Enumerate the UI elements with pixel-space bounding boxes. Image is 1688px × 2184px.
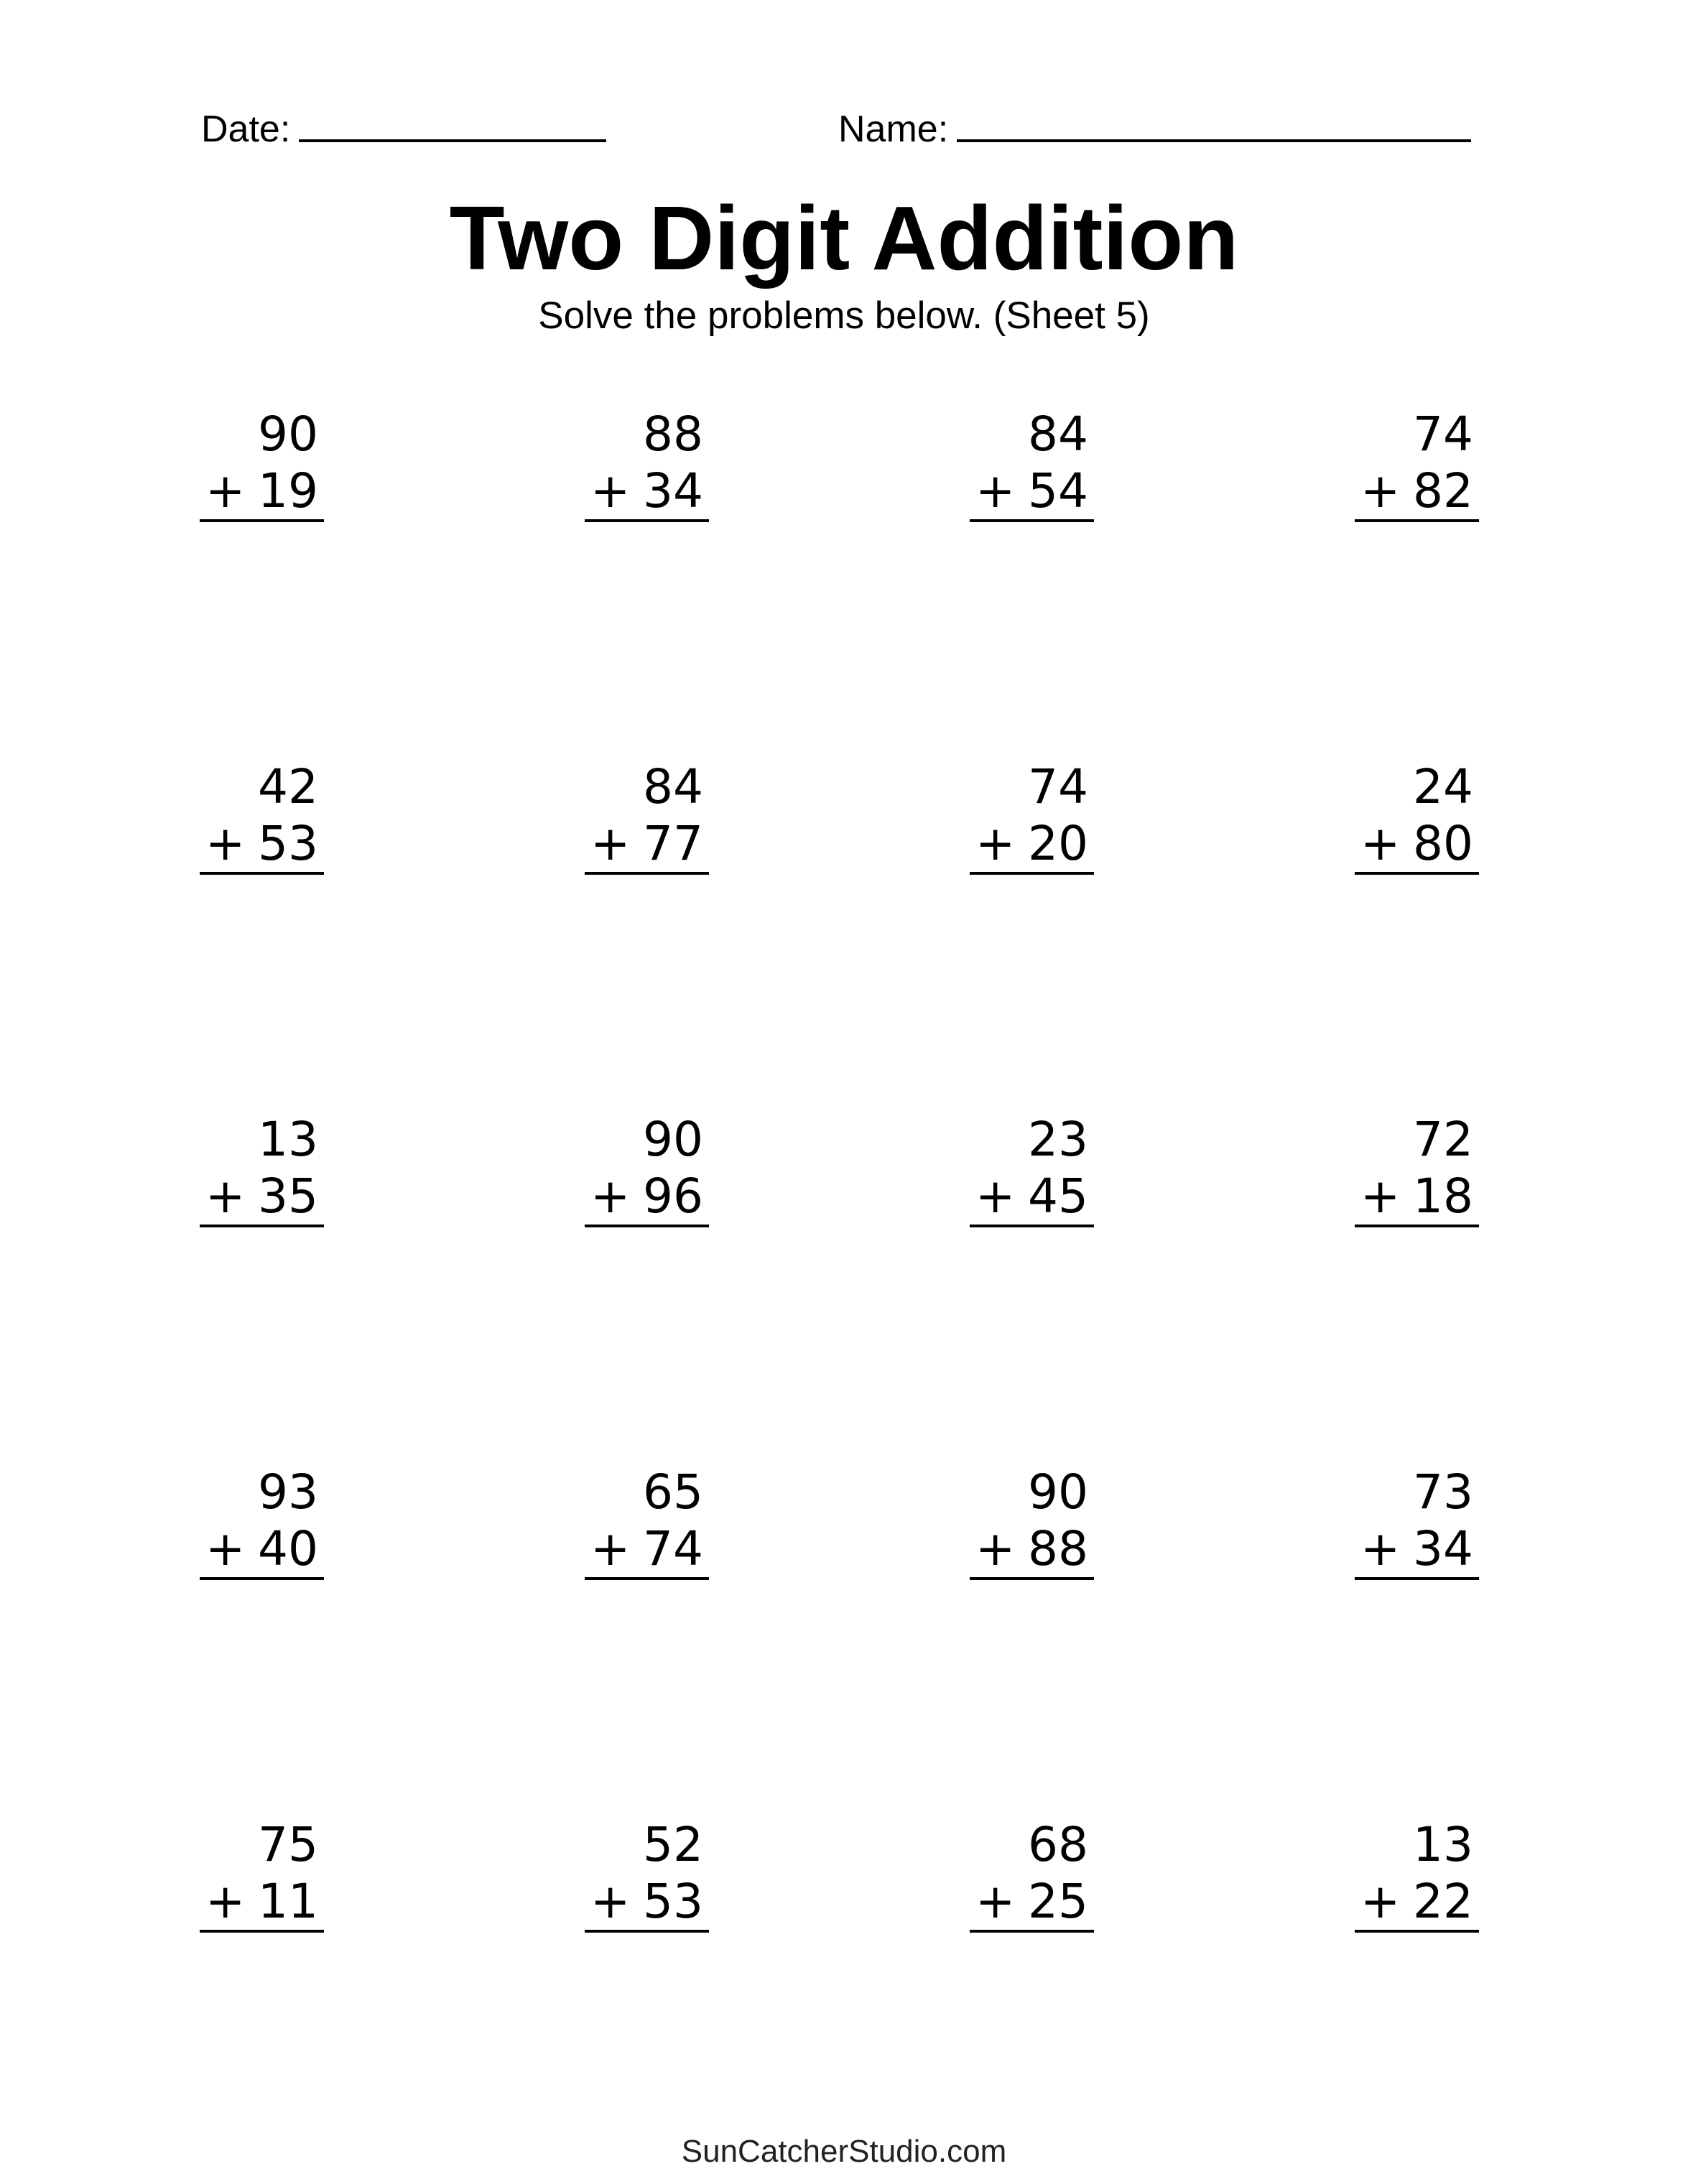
answer-line	[970, 1930, 1094, 1933]
bottom-row	[585, 1520, 709, 1577]
answer-line	[585, 1225, 709, 1227]
answer-line	[585, 1930, 709, 1933]
plus-sign: +	[975, 1521, 1016, 1576]
plus-sign: +	[590, 816, 631, 871]
addition-problem	[200, 1111, 324, 1226]
plus-sign: +	[975, 1874, 1016, 1929]
bottom-addend: 20	[1028, 816, 1088, 871]
bottom-row	[1355, 815, 1479, 872]
bottom-row	[200, 815, 324, 872]
bottom-addend: 77	[643, 816, 703, 871]
date-label: Date:	[201, 108, 291, 150]
addition-problem	[585, 406, 709, 521]
answer-line	[200, 1225, 324, 1227]
addition-problem	[1355, 1111, 1479, 1226]
addition-problem	[585, 758, 709, 873]
answer-line	[970, 872, 1094, 875]
plus-sign: +	[205, 816, 246, 871]
top-addend: 90	[1028, 1464, 1088, 1520]
top-addend: 23	[1028, 1112, 1088, 1167]
bottom-row	[970, 1520, 1094, 1577]
bottom-addend: 25	[1028, 1874, 1088, 1929]
bottom-addend: 88	[1028, 1521, 1088, 1576]
problem-grid	[200, 406, 1493, 1931]
top-addend: 68	[1028, 1817, 1088, 1872]
plus-sign: +	[205, 1521, 246, 1576]
addition-problem	[1355, 406, 1479, 521]
bottom-row	[200, 463, 324, 519]
addition-problem	[970, 758, 1094, 873]
bottom-row	[1355, 463, 1479, 519]
bottom-row	[970, 815, 1094, 872]
bottom-addend: 34	[643, 463, 703, 519]
bottom-addend: 45	[1028, 1168, 1088, 1224]
plus-sign: +	[975, 816, 1016, 871]
top-addend: 72	[1413, 1112, 1473, 1167]
bottom-row	[585, 463, 709, 519]
answer-line	[970, 1577, 1094, 1580]
top-addend: 84	[1028, 406, 1088, 462]
worksheet-subtitle: Solve the problems below. (Sheet 5)	[538, 294, 1150, 337]
top-addend: 84	[643, 759, 703, 814]
addition-problem	[200, 1816, 324, 1931]
plus-sign: +	[590, 1168, 631, 1224]
addition-problem	[200, 406, 324, 521]
worksheet-title: Two Digit Addition	[449, 187, 1239, 289]
answer-line	[1355, 519, 1479, 522]
addition-problem	[585, 1816, 709, 1931]
bottom-row	[970, 1168, 1094, 1225]
answer-line	[585, 519, 709, 522]
top-addend: 52	[643, 1817, 703, 1872]
bottom-row	[200, 1520, 324, 1577]
top-addend: 93	[258, 1464, 318, 1520]
bottom-addend: 53	[258, 816, 318, 871]
top-addend: 24	[1413, 759, 1473, 814]
plus-sign: +	[1360, 1168, 1401, 1224]
answer-line	[200, 1930, 324, 1933]
bottom-addend: 35	[258, 1168, 318, 1224]
name-label: Name:	[838, 108, 949, 150]
bottom-addend: 34	[1413, 1521, 1473, 1576]
answer-line	[200, 872, 324, 875]
bottom-row	[585, 1873, 709, 1930]
bottom-row	[200, 1168, 324, 1225]
bottom-addend: 19	[258, 463, 318, 519]
top-addend: 74	[1413, 406, 1473, 462]
plus-sign: +	[1360, 816, 1401, 871]
bottom-row	[1355, 1520, 1479, 1577]
top-addend: 90	[643, 1112, 703, 1167]
bottom-addend: 18	[1413, 1168, 1473, 1224]
addition-problem	[970, 406, 1094, 521]
answer-line	[970, 519, 1094, 522]
addition-problem	[970, 1464, 1094, 1579]
addition-problem	[1355, 758, 1479, 873]
name-blank-line	[957, 139, 1471, 142]
top-addend: 13	[1413, 1817, 1473, 1872]
bottom-addend: 40	[258, 1521, 318, 1576]
bottom-addend: 11	[258, 1874, 318, 1929]
plus-sign: +	[1360, 1874, 1401, 1929]
name-field	[838, 101, 1471, 151]
bottom-addend: 96	[643, 1168, 703, 1224]
addition-problem	[585, 1464, 709, 1579]
bottom-row	[970, 1873, 1094, 1930]
bottom-row	[1355, 1873, 1479, 1930]
plus-sign: +	[1360, 1521, 1401, 1576]
top-addend: 42	[258, 759, 318, 814]
addition-problem	[1355, 1464, 1479, 1579]
plus-sign: +	[590, 463, 631, 519]
top-addend: 65	[643, 1464, 703, 1520]
bottom-addend: 22	[1413, 1874, 1473, 1929]
footer-website: SunCatcherStudio.com	[681, 2134, 1007, 2169]
addition-problem	[970, 1816, 1094, 1931]
addition-problem	[200, 758, 324, 873]
plus-sign: +	[205, 463, 246, 519]
plus-sign: +	[205, 1168, 246, 1224]
answer-line	[585, 1577, 709, 1580]
bottom-addend: 80	[1413, 816, 1473, 871]
top-addend: 74	[1028, 759, 1088, 814]
answer-line	[1355, 872, 1479, 875]
answer-line	[585, 872, 709, 875]
answer-line	[1355, 1930, 1479, 1933]
bottom-row	[970, 463, 1094, 519]
date-blank-line	[299, 139, 606, 142]
addition-problem	[200, 1464, 324, 1579]
bottom-row	[585, 815, 709, 872]
addition-problem	[1355, 1816, 1479, 1931]
addition-problem	[970, 1111, 1094, 1226]
plus-sign: +	[975, 1168, 1016, 1224]
answer-line	[1355, 1225, 1479, 1227]
top-addend: 75	[258, 1817, 318, 1872]
plus-sign: +	[1360, 463, 1401, 519]
addition-problem	[585, 1111, 709, 1226]
bottom-row	[1355, 1168, 1479, 1225]
answer-line	[1355, 1577, 1479, 1580]
bottom-addend: 82	[1413, 463, 1473, 519]
top-addend: 88	[643, 406, 703, 462]
bottom-row	[585, 1168, 709, 1225]
plus-sign: +	[590, 1521, 631, 1576]
top-addend: 73	[1413, 1464, 1473, 1520]
answer-line	[970, 1225, 1094, 1227]
plus-sign: +	[205, 1874, 246, 1929]
plus-sign: +	[590, 1874, 631, 1929]
bottom-addend: 53	[643, 1874, 703, 1929]
bottom-addend: 54	[1028, 463, 1088, 519]
bottom-row	[200, 1873, 324, 1930]
answer-line	[200, 1577, 324, 1580]
date-field	[201, 101, 606, 151]
answer-line	[200, 519, 324, 522]
top-addend: 13	[258, 1112, 318, 1167]
plus-sign: +	[975, 463, 1016, 519]
top-addend: 90	[258, 406, 318, 462]
bottom-addend: 74	[643, 1521, 703, 1576]
